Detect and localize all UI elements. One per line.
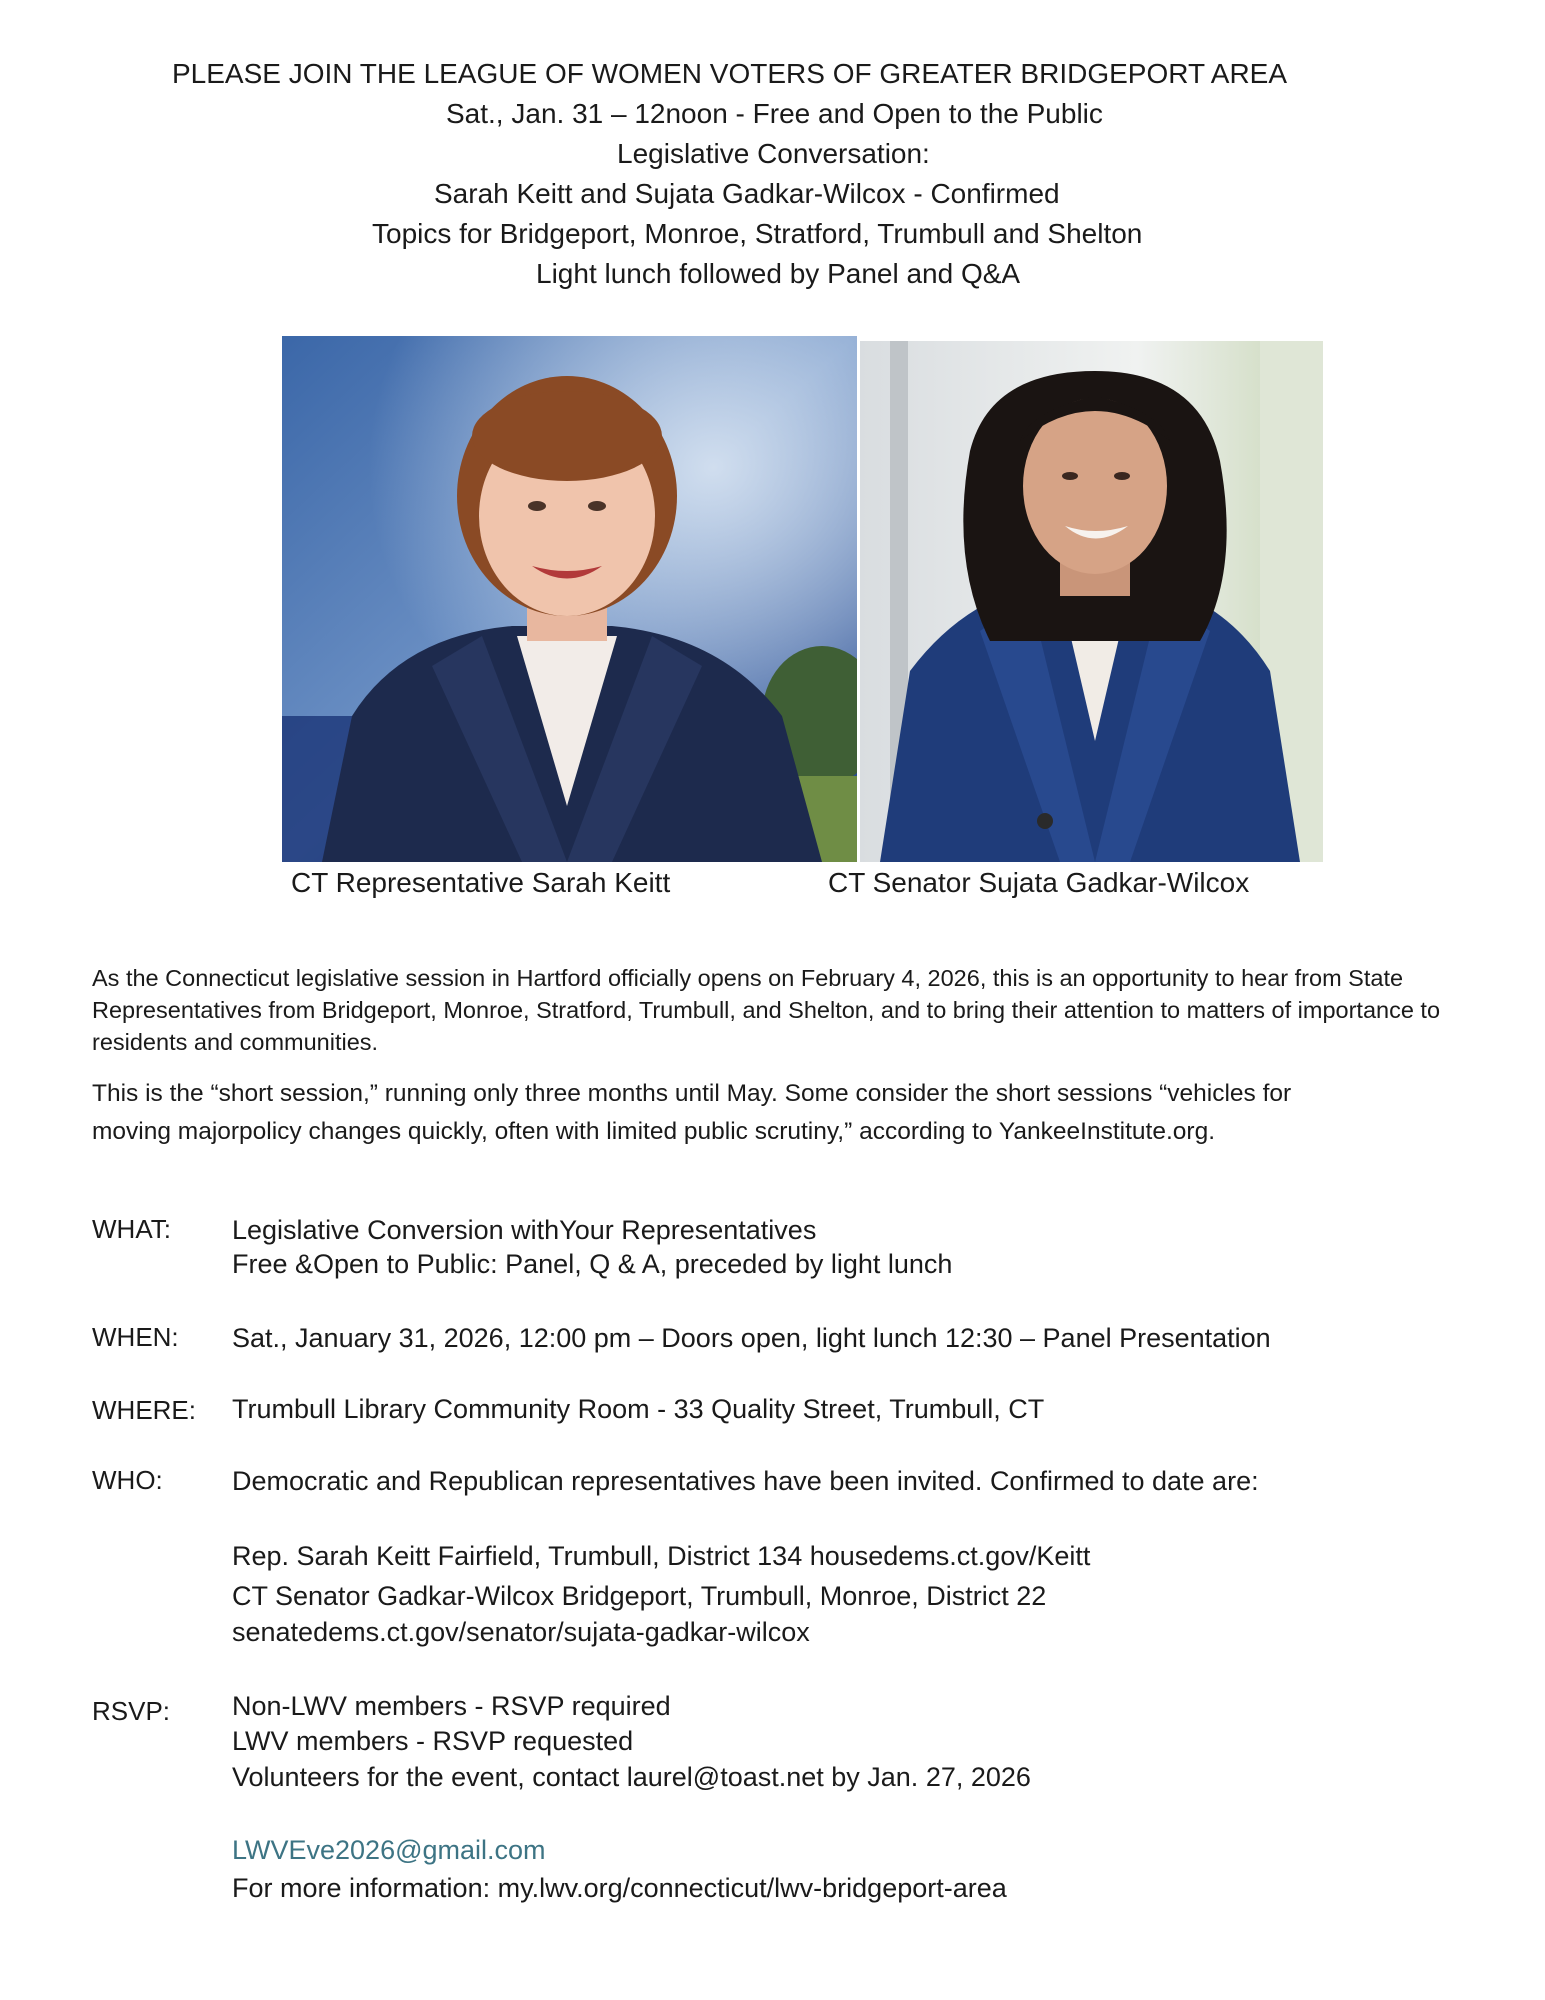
header-date: Sat., Jan. 31 – 12noon - Free and Open to the Public [446, 98, 1103, 129]
rsvp-line-3: Volunteers for the event, contact laurel@toast.net by Jan. 27, 2026 [232, 1762, 1031, 1792]
what-line-1: Legislative Conversion withYour Representatives [232, 1215, 817, 1245]
what-label: WHAT: [92, 1214, 171, 1244]
rsvp-line-2: LWV members - RSVP requested [232, 1726, 634, 1756]
photo-sujata-gadkar-wilcox [860, 341, 1323, 862]
header-format: Light lunch followed by Panel and Q&A [536, 258, 1021, 289]
rsvp-label: RSVP: [92, 1696, 171, 1726]
who-line-1: Democratic and Republican representatives have been invited. Confirmed to date are: [232, 1466, 1259, 1496]
contact-email-link[interactable]: LWVEve2026@gmail.com [232, 1835, 546, 1865]
header-title: PLEASE JOIN THE LEAGUE OF WOMEN VOTERS OF GREATER BRIDGEPORT AREA [172, 58, 1288, 89]
header-topics: Topics for Bridgeport, Monroe, Stratford, Trumbull and Shelton [372, 218, 1143, 249]
who-line-2: Rep. Sarah Keitt Fairfield, Trumbull, District 134 housedems.ct.gov/Keitt [232, 1541, 1091, 1571]
when-label: WHEN: [92, 1322, 179, 1352]
session-paragraph-line1: This is the “short session,” running only three months until May. Some consider the short sessions “vehicles for [92, 1080, 1292, 1107]
where-label: WHERE: [92, 1395, 196, 1425]
rsvp-line-1: Non-LWV members - RSVP required [232, 1691, 671, 1721]
header-subtitle: Legislative Conversation: [617, 138, 930, 169]
session-paragraph-line2: moving majorpolicy changes quickly, often with limited public scrutiny,” according to YankeeInstitute.org. [92, 1118, 1216, 1145]
where-line-1: Trumbull Library Community Room - 33 Quality Street, Trumbull, CT [232, 1394, 1045, 1424]
who-line-4: senatedems.ct.gov/senator/sujata-gadkar-wilcox [232, 1617, 810, 1647]
who-line-3: CT Senator Gadkar-Wilcox Bridgeport, Trumbull, Monroe, District 22 [232, 1581, 1047, 1611]
more-info-line: For more information: my.lwv.org/connecticut/lwv-bridgeport-area [232, 1873, 1007, 1903]
header-speakers: Sarah Keitt and Sujata Gadkar-Wilcox - Confirmed [434, 178, 1060, 209]
what-line-2: Free &Open to Public: Panel, Q & A, preceded by light lunch [232, 1249, 953, 1279]
intro-paragraph: As the Connecticut legislative session in Hartford officially opens on February 4, 2026, this is an opportunity to hear from State Representatives from Bridgeport, Monroe, Stratford, Trumbull, and Shelton, and to bring their attention to matters of importance to residents and communities. [92, 965, 1441, 1055]
when-line-1: Sat., January 31, 2026, 12:00 pm – Doors open, light lunch 12:30 – Panel Presentation [232, 1323, 1271, 1353]
photo-sarah-keitt [282, 336, 857, 862]
caption-sujata-gadkar-wilcox: CT Senator Sujata Gadkar-Wilcox [828, 867, 1250, 898]
caption-sarah-keitt: CT Representative Sarah Keitt [291, 867, 671, 898]
who-label: WHO: [92, 1465, 163, 1495]
